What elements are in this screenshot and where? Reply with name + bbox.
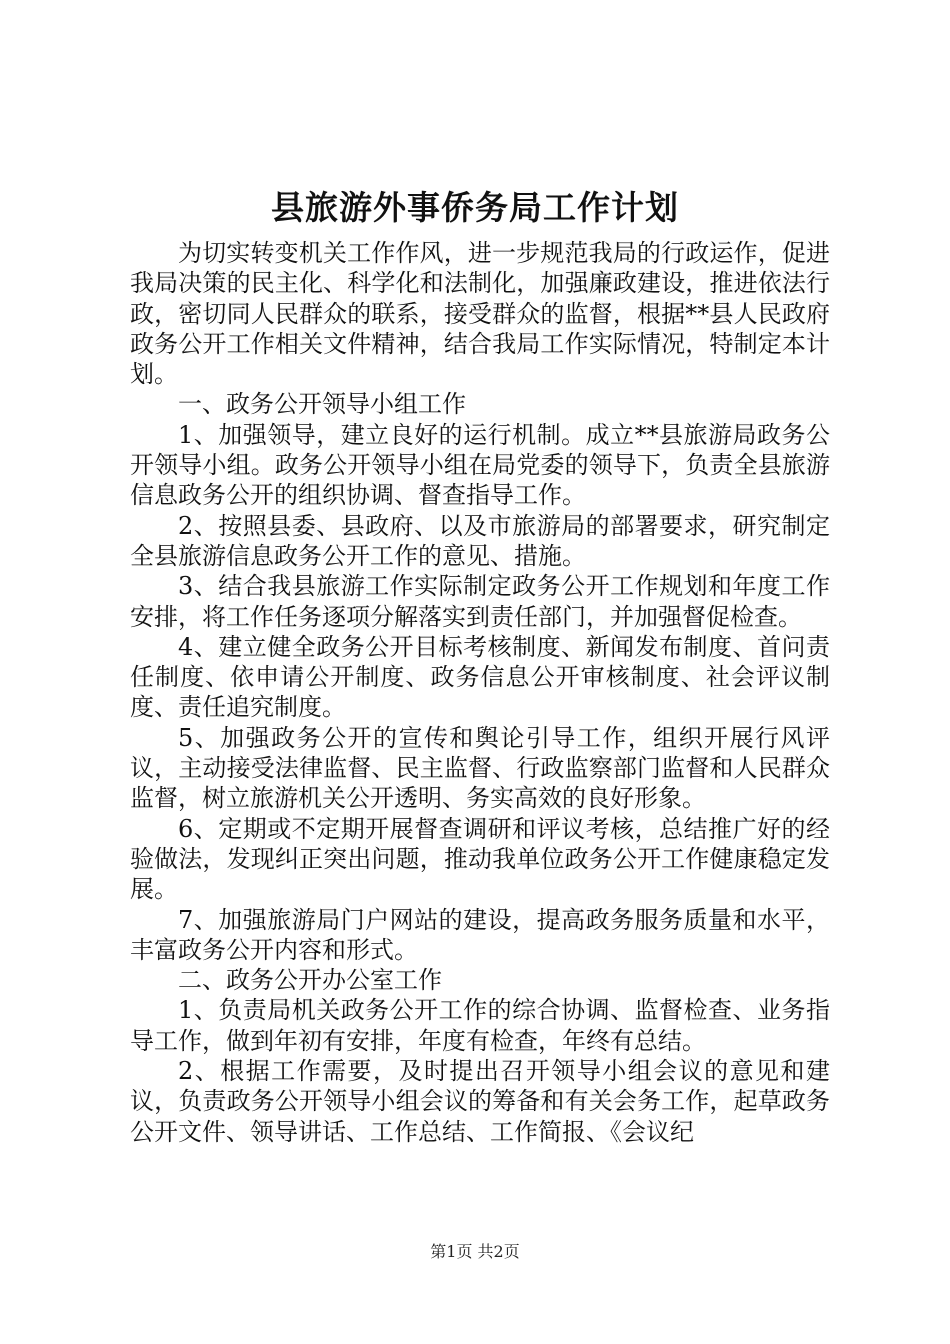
paragraph-1-6: 6、定期或不定期开展督查调研和评议考核，总结推广好的经验做法，发现纠正突出问题，推动我单位政务公开工作健康稳定发展。 bbox=[130, 814, 830, 904]
paragraph-1-7: 7、加强旅游局门户网站的建设，提高政务服务质量和水平，丰富政务公开内容和形式。 bbox=[130, 905, 830, 964]
paragraph-1-4: 4、建立健全政务公开目标考核制度、新闻发布制度、首问责任制度、依申请公开制度、政务信息公开审核制度、社会评议制度、责任追究制度。 bbox=[130, 632, 830, 722]
paragraph-1-2: 2、按照县委、县政府、以及市旅游局的部署要求，研究制定全县旅游信息政务公开工作的意见、措施。 bbox=[130, 511, 830, 570]
document-body bbox=[130, 238, 830, 1147]
page-footer: 第1页 共2页 bbox=[430, 1242, 520, 1261]
paragraph-1-5: 5、加强政务公开的宣传和舆论引导工作，组织开展行风评议，主动接受法律监督、民主监督、行政监察部门监督和人民群众监督，树立旅游机关公开透明、务实高效的良好形象。 bbox=[130, 723, 830, 813]
paragraph-intro: 为切实转变机关工作作风，进一步规范我局的行政运作，促进我局决策的民主化、科学化和法制化，加强廉政建设，推进依法行政，密切同人民群众的联系，接受群众的监督，根据**县人民政府政务公开工作相关文件精神，结合我局工作实际情况，特制定本计划。 bbox=[130, 239, 830, 389]
paragraph-1-3: 3、结合我县旅游工作实际制定政务公开工作规划和年度工作安排，将工作任务逐项分解落实到责任部门，并加强督促检查。 bbox=[130, 572, 830, 631]
paragraph-2-1: 1、负责局机关政务公开工作的综合协调、监督检查、业务指导工作，做到年初有安排，年度有检查，年终有总结。 bbox=[130, 996, 830, 1055]
paragraph-1-1: 1、加强领导，建立良好的运行机制。成立**县旅游局政务公开领导小组。政务公开领导小组在局党委的领导下，负责全县旅游信息政务公开的组织协调、督查指导工作。 bbox=[130, 420, 830, 510]
section-heading-2: 二、政务公开办公室工作 bbox=[178, 966, 442, 995]
document-title: 县旅游外事侨务局工作计划 bbox=[271, 188, 679, 227]
paragraph-2-2: 2、根据工作需要，及时提出召开领导小组会议的意见和建议，负责政务公开领导小组会议的筹备和有关会务工作，起草政务公开文件、领导讲话、工作总结、工作简报、《会议纪 bbox=[130, 1057, 830, 1146]
section-heading-1: 一、政务公开领导小组工作 bbox=[178, 390, 466, 419]
